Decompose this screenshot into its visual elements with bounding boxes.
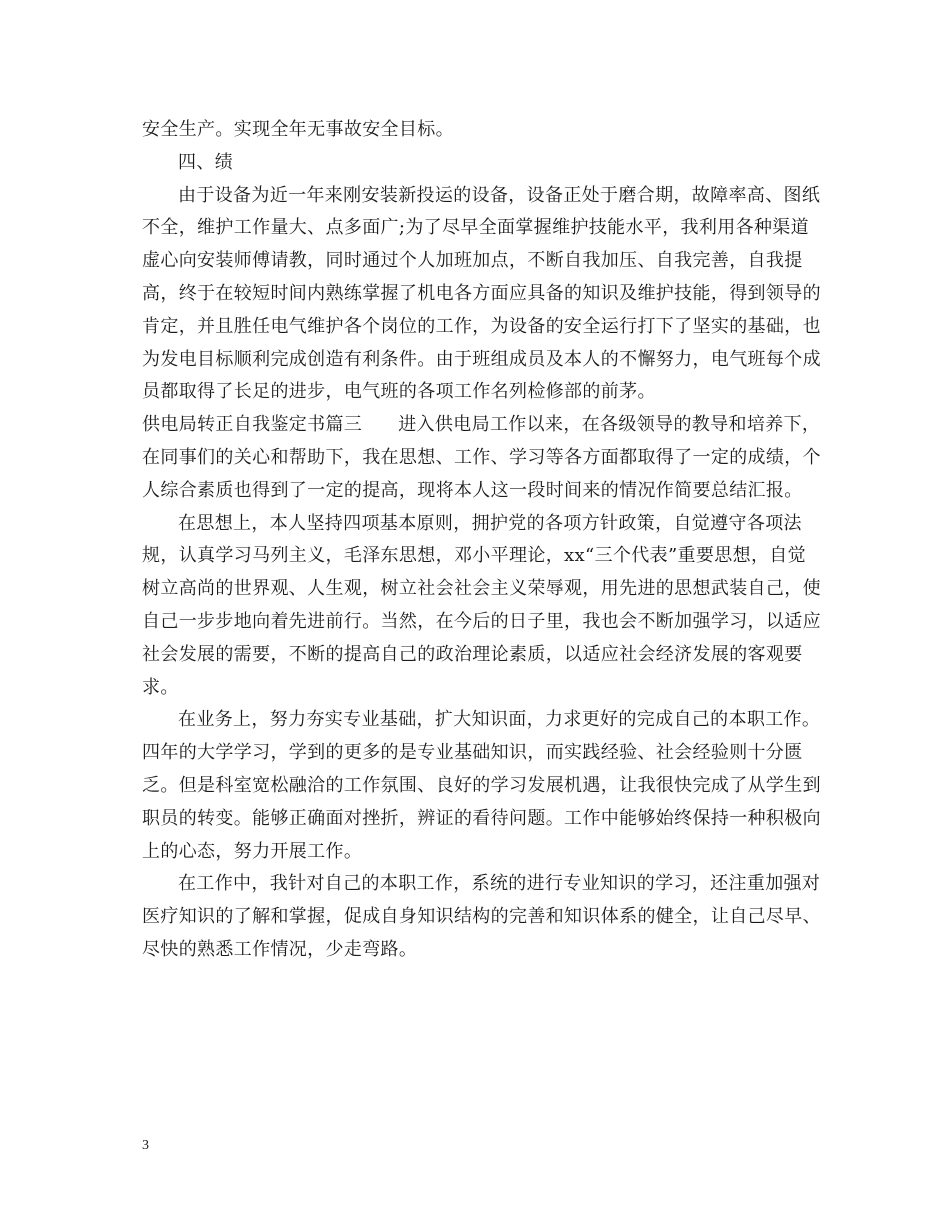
section-heading: 供电局转正自我鉴定书篇三 xyxy=(142,414,363,436)
paragraph-work: 在工作中，我针对自己的本职工作，系统的进行专业知识的学习，还注重加强对医疗知识的了解和掌握，促成自身知识结构的完善和知识体系的健全，让自己尽早、尽快的熟悉工作情况，少走弯路。 xyxy=(142,873,821,960)
paragraph-section-four: 四、绩 xyxy=(178,151,234,173)
document-body xyxy=(142,114,822,967)
paragraph-ideology: 在思想上，本人坚持四项基本原则，拥护党的各项方针政策，自觉遵守各项法规，认真学习马列主义，毛泽东思想，邓小平理论，xx“三个代表”重要思想，自觉树立高尚的世界观、人生观，树立社会社会主义荣辱观，用先进的思想武装自己，使自己一步步地向着先进前行。当然，在今后的日子里，我也会不断加强学习，以适应社会发展的需要，不断的提高自己的政治理论素质，以适应社会经济发展的客观要求。 xyxy=(142,512,821,698)
paragraph-3: 由于设备为近一年来刚安装新投运的设备，设备正处于磨合期，故障率高、图纸不全，维护工作量大、点多面广;为了尽早全面掌握维护技能水平，我利用各种渠道虚心向安装师傅请教，同时通过个人加班加点，不断自我加压、自我完善，自我提高，终于在较短时间内熟练掌握了机电各方面应具备的知识及维护技能，得到领导的肯定，并且胜任电气维护各个岗位的工作，为设备的安全运行打下了坚实的基础，也为发电目标顺利完成创造有利条件。由于班组成员及本人的不懈努力，电气班每个成员都取得了长足的进步，电气班的各项工作名列检修部的前茅。 xyxy=(142,184,821,403)
page-number: 3 xyxy=(142,1138,149,1153)
paragraph-1: 安全生产。实现全年无事故安全目标。 xyxy=(142,119,454,140)
section-intro: 进入供电局工作以来，在各级领导的教导和培养下，在同事们的关心和帮助下，我在思想、工作、学习等各方面都取得了一定的成绩，个人综合素质也得到了一定的提高，现将本人这一段时间来的情况作简要总结汇报。 xyxy=(142,414,821,501)
section-heading-paragraph xyxy=(142,409,822,507)
paragraph-business: 在业务上，努力夯实专业基础，扩大知识面，力求更好的完成自己的本职工作。四年的大学学习，学到的更多的是专业基础知识，而实践经验、社会经验则十分匮乏。但是科室宽松融洽的工作氛围、良好的学习发展机遇，让我很快完成了从学生到职员的转变。能够正确面对挫折，辨证的看待问题。工作中能够始终保持一种积极向上的心态，努力开展工作。 xyxy=(142,709,821,862)
